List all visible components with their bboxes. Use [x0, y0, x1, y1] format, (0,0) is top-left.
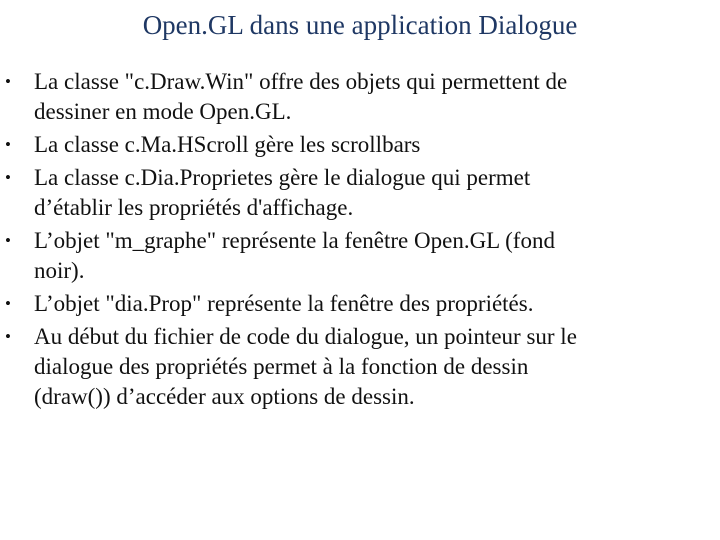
- bullet-line: noir).: [34, 258, 85, 283]
- bullet-text: [34, 67, 690, 127]
- bullet-line: (draw()) d’accéder aux options de dessin.: [34, 384, 415, 409]
- slide-title: Open.GL dans une application Dialogue: [142, 10, 578, 40]
- bullet-line: L’objet "dia.Prop" représente la fenêtre des propriétés.: [34, 291, 534, 316]
- bullet-line: La classe c.Dia.Proprietes gère le dialogue qui permet: [34, 165, 531, 190]
- bullet-line: La classe "c.Draw.Win" offre des objets qui permettent de: [34, 69, 568, 94]
- bullet-icon: •: [5, 135, 11, 154]
- list-item: [0, 130, 690, 160]
- bullet-text: [34, 163, 690, 223]
- list-item: [0, 289, 690, 319]
- bullet-icon: •: [5, 231, 11, 250]
- list-item: [0, 163, 690, 223]
- bullet-icon: •: [5, 72, 11, 91]
- bullet-list: [0, 67, 720, 415]
- bullet-line: Au début du fichier de code du dialogue, un pointeur sur le: [34, 324, 577, 349]
- list-item: [0, 226, 690, 286]
- list-item: [0, 67, 690, 127]
- bullet-line: dessiner en mode Open.GL.: [34, 99, 292, 124]
- bullet-text: [34, 130, 690, 160]
- bullet-icon: •: [5, 168, 11, 187]
- list-item: [0, 322, 690, 412]
- bullet-icon: •: [5, 327, 11, 346]
- bullet-text: [34, 226, 690, 286]
- bullet-line: d’établir les propriétés d'affichage.: [34, 195, 354, 220]
- bullet-text: [34, 322, 690, 412]
- bullet-line: La classe c.Ma.HScroll gère les scrollbars: [34, 132, 421, 157]
- bullet-icon: •: [5, 294, 11, 313]
- bullet-line: L’objet "m_graphe" représente la fenêtre Open.GL (fond: [34, 228, 555, 253]
- bullet-line: dialogue des propriétés permet à la fonction de dessin: [34, 354, 529, 379]
- bullet-text: [34, 289, 690, 319]
